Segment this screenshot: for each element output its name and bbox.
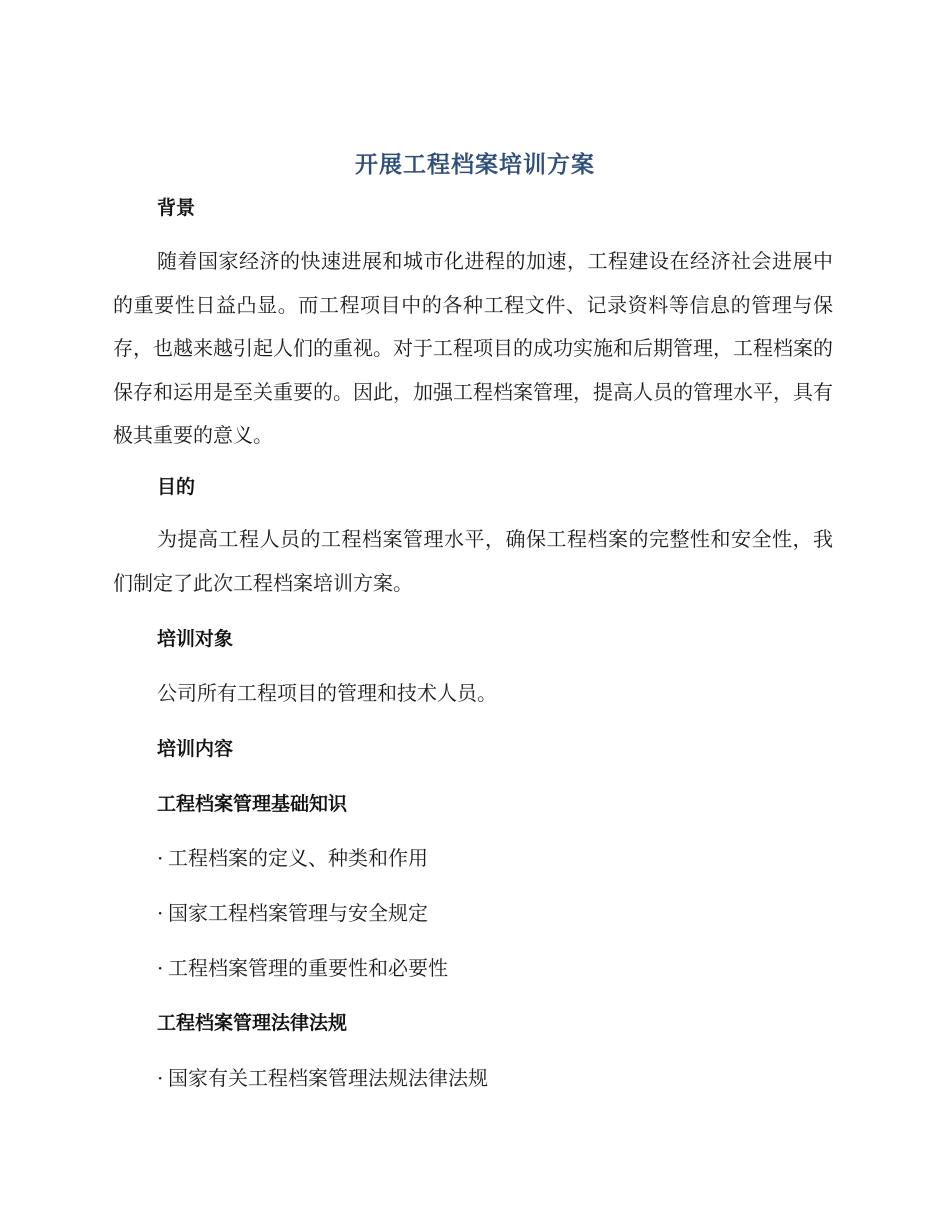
bullet-icon: · [157, 846, 164, 870]
list-item [157, 952, 448, 981]
list-item [157, 842, 428, 871]
list-item-text: 国家工程档案管理与安全规定 [168, 901, 428, 925]
document-title: 开展工程档案培训方案 [355, 152, 595, 178]
section-heading-purpose: 目的 [157, 476, 196, 498]
list-item-text: 工程档案的定义、种类和作用 [168, 846, 428, 870]
bullet-icon: · [157, 901, 164, 925]
background-paragraph: 随着国家经济的快速进展和城市化进程的加速，工程建设在经济社会进展中的重要性日益凸显。而工程项目中的各种工程文件、记录资料等信息的管理与保存，也越来越引起人们的重视。对于工程项目的成功实施和后期管理，工程档案的保存和运用是至关重要的。因此，加强工程档案管理，提高人员的管理水平，具有极其重要的意义。 [113, 249, 833, 447]
audience-text: 公司所有工程项目的管理和技术人员。 [157, 681, 497, 705]
subsection-heading-basics: 工程档案管理基础知识 [157, 793, 348, 815]
list-item-text: 工程档案管理的重要性和必要性 [168, 956, 448, 980]
section-heading-background: 背景 [157, 197, 196, 219]
list-item-text: 国家有关工程档案管理法规法律法规 [168, 1066, 488, 1090]
bullet-icon: · [157, 956, 164, 980]
purpose-paragraph: 为提高工程人员的工程档案管理水平，确保工程档案的完整性和安全性，我们制定了此次工程档案培训方案。 [113, 527, 833, 595]
list-item [157, 897, 428, 926]
section-heading-content: 培训内容 [157, 738, 234, 760]
list-item [157, 1062, 488, 1091]
subsection-heading-laws: 工程档案管理法律法规 [157, 1012, 348, 1034]
section-heading-audience: 培训对象 [157, 628, 234, 650]
bullet-icon: · [157, 1066, 164, 1090]
